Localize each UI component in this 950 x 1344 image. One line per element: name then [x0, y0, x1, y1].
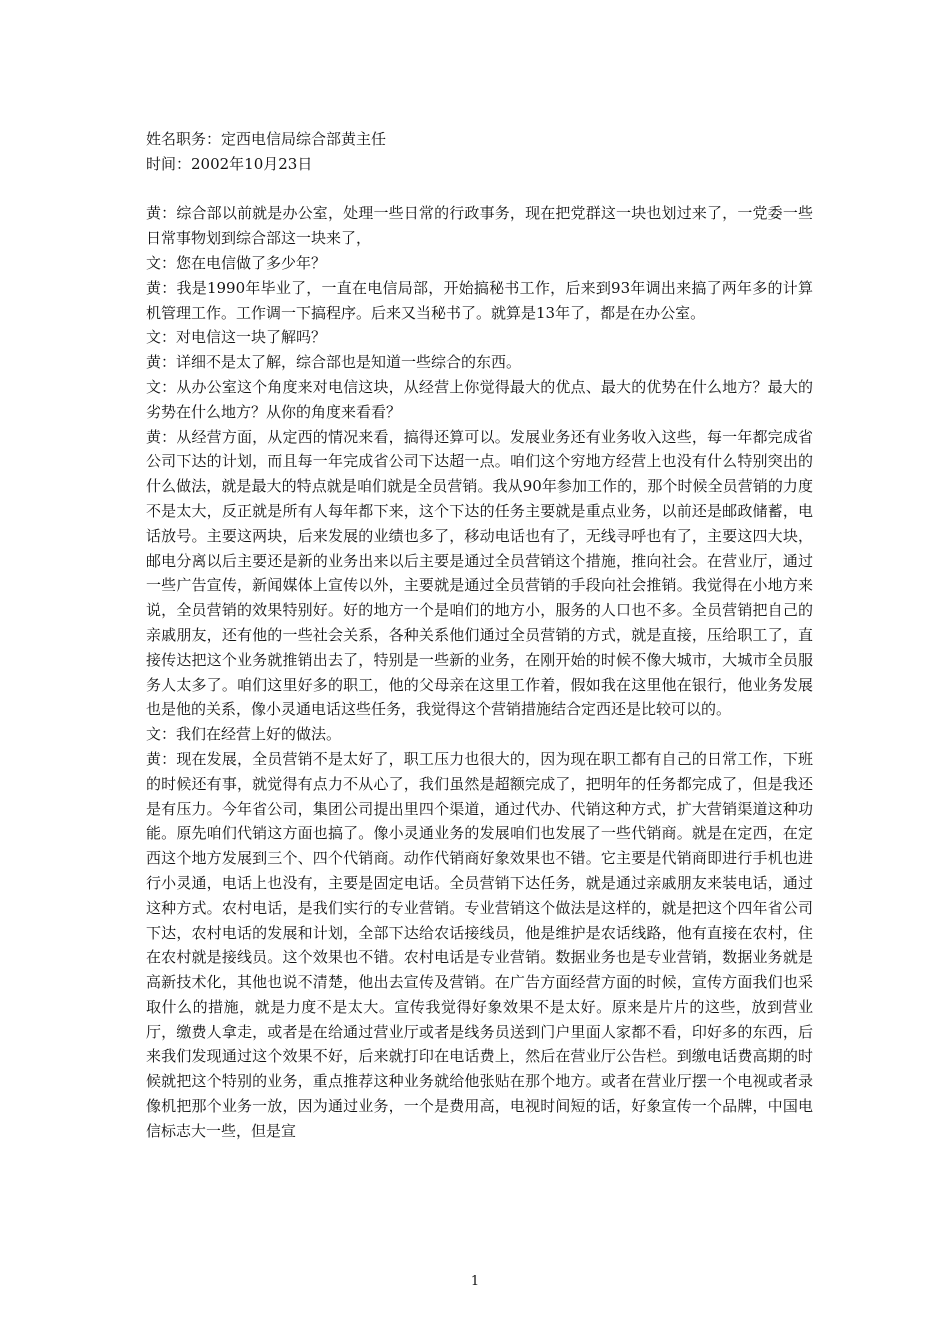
dialogue-paragraph: 文：从办公室这个角度来对电信这块，从经营上你觉得最大的优点、最大的优势在什么地方？最大的劣势在什么地方？从你的角度来看看？	[146, 377, 813, 421]
dialogue-paragraph: 文：对电信这一块了解吗？	[146, 328, 327, 347]
date-line: 时间：2002年10月23日	[146, 154, 313, 173]
dialogue-paragraph: 黄：现在发展，全员营销不是太好了，职工压力也很大的，因为现在职工都有自己的日常工作，下班的时候还有事，就觉得有点力不从心了，我们虽然是超额完成了，把明年的任务都完成了，但是我还是有压力。今年省公司，集团公司提出里四个渠道，通过代办、代销这种方式，扩大营销渠道这种功能。原先咱们代销这方面也搞了。像小灵通业务的发展咱们也发展了一些代销商。就是在定西，在定西这个地方发展到三个、四个代销商。动作代销商好象效果也不错。它主要是代销商即进行手机也进行小灵通，电话上也没有，主要是固定电话。全员营销下达任务，就是通过亲戚朋友来装电话，通过这种方式。农村电话，是我们实行的专业营销。专业营销这个做法是这样的，就是把这个四年省公司下达，农村电话的发展和计划，全部下达给农话接线员，他是维护是农话线路，他有直接在农村，住在农村就是接线员。这个效果也不错。农村电话是专业营销。数据业务也是专业营销，数据业务就是高新技术化，其他也说不清楚，他出去宣传及营销。在广告方面经营方面的时候，宣传方面我们也采取什么的措施，就是力度不是太大。宣传我觉得好象效果不是太好。原来是片片的这些，放到营业厅，缴费人拿走，或者是在给通过营业厅或者是线务员送到门户里面人家都不看，印好多的东西，后来我们发现通过这个效果不好，后来就打印在电话费上，然后在营业厅公告栏。到缴电话费高期的时候就把这个特别的业务，重点推荐这种业务就给他张贴在那个地方。或者在营业厅摆一个电视或者录像机把那个业务一放，因为通过业务，一个是费用高，电视时间短的话，好象宣传一个品牌，中国电信标志大一些，但是宣	[146, 749, 813, 1140]
blank-line	[146, 177, 813, 202]
dialogue-paragraph: 黄：详细不是太了解，综合部也是知道一些综合的东西。	[146, 353, 522, 372]
dialogue-paragraph: 文：我们在经营上好的做法。	[146, 725, 342, 744]
dialogue-paragraph: 黄：综合部以前就是办公室，处理一些日常的行政事务，现在把党群这一块也划过来了，一党委一些日常事物划到综合部这一块来了，	[146, 204, 813, 248]
dialogue-paragraph: 文：您在电信做了多少年？	[146, 253, 327, 272]
dialogue-paragraph: 黄：从经营方面，从定西的情况来看，搞得还算可以。发展业务还有业务收入这些，每一年都完成省公司下达的计划，而且每一年完成省公司下达超一点。咱们这个穷地方经营上也没有什么特别突出的什么做法，就是最大的特点就是咱们就是全员营销。我从90年参加工作的，那个时候全员营销的力度不是太大，反正就是所有人每年都下来，这个下达的任务主要就是重点业务，以前还是邮政储蓄，电话放号。主要这两块，后来发展的业绩也多了，移动电话也有了，无线寻呼也有了，主要这四大块，邮电分离以后主要还是新的业务出来以后主要是通过全员营销这个措施，推向社会。在营业厅，通过一些广告宣传，新闻媒体上宣传以外，主要就是通过全员营销的手段向社会推销。我觉得在小地方来说，全员营销的效果特别好。好的地方一个是咱们的地方小，服务的人口也不多。全员营销把自己的亲戚朋友，还有他的一些社会关系，各种关系他们通过全员营销的方式，就是直接，压给职工了，直接传达把这个业务就推销出去了，特别是一些新的业务，在刚开始的时候不像大城市，大城市全员服务人太多了。咱们这里好多的职工，他的父母亲在这里工作着，假如我在这里他在银行，他业务发展也是他的关系，像小灵通电话这些任务，我觉得这个营销措施结合定西还是比较可以的。	[146, 427, 813, 719]
page-number: 1	[470, 1274, 480, 1289]
document-body	[146, 127, 813, 1144]
dialogue-paragraph: 黄：我是1990年毕业了，一直在电信局部，开始搞秘书工作，后来到93年调出来搞了两年多的计算机管理工作。工作调一下搞程序。后来又当秘书了。就算是13年了，都是在办公室。	[146, 278, 813, 322]
interviewee-line: 姓名职务：定西电信局综合部黄主任	[146, 130, 387, 148]
